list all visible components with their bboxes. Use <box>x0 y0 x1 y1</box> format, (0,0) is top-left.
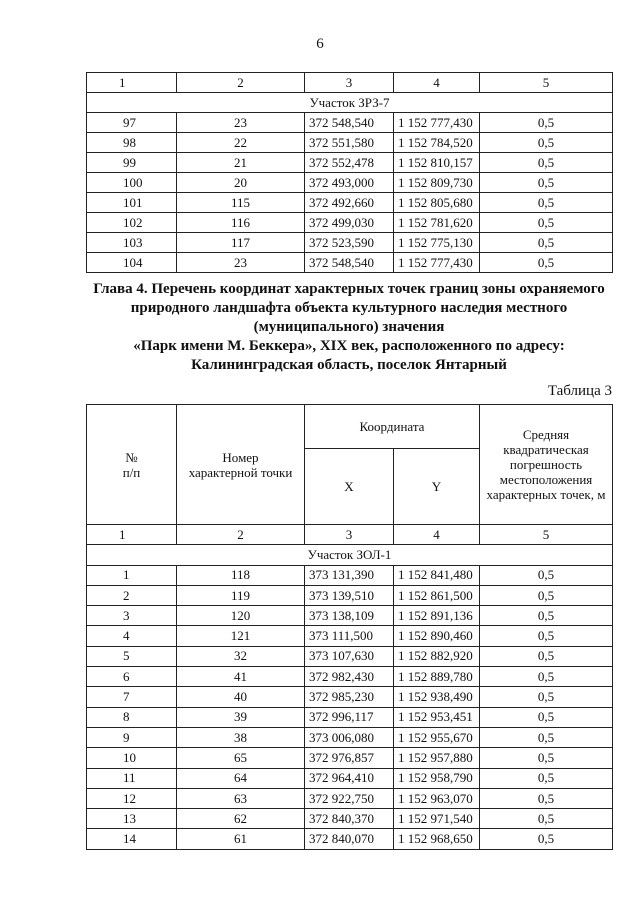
table-row <box>87 809 613 829</box>
table-row <box>87 748 613 768</box>
table-cell: 1 152 777,430 <box>394 113 480 133</box>
heading-line: природного ландшафта объекта культурного наследия местного <box>130 300 568 316</box>
section-title: Участок ЗОЛ-1 <box>87 545 613 565</box>
table-cell: 11 <box>87 768 177 788</box>
table-cell: 38 <box>177 727 305 747</box>
table-row <box>87 626 613 646</box>
table-cell: 0,5 <box>480 565 613 585</box>
table-cell: 64 <box>177 768 305 788</box>
table-cell: 121 <box>177 626 305 646</box>
table-cell: 1 152 963,070 <box>394 788 480 808</box>
table-cell: 372 499,030 <box>305 213 394 233</box>
heading-line: (муниципального) значения <box>253 319 445 335</box>
table-cell: 99 <box>87 153 177 173</box>
table-cell: 21 <box>177 153 305 173</box>
table-cell: 0,5 <box>480 626 613 646</box>
table-row <box>87 829 613 849</box>
table-cell: 120 <box>177 606 305 626</box>
table-cell: 2 <box>87 585 177 605</box>
table-cell: 22 <box>177 133 305 153</box>
column-number: 2 <box>177 525 305 545</box>
table-row <box>87 173 613 193</box>
table-cell: 7 <box>87 687 177 707</box>
heading-line: Глава 4. Перечень координат характерных точек границ зоны охраняемого <box>93 281 605 297</box>
table-cell: 372 523,590 <box>305 233 394 253</box>
table-cell: 372 964,410 <box>305 768 394 788</box>
table-cell: 1 152 957,880 <box>394 748 480 768</box>
column-number: 2 <box>177 73 305 93</box>
table-row <box>87 213 613 233</box>
table-caption: Таблица 3 <box>547 383 612 399</box>
table-cell: 9 <box>87 727 177 747</box>
table-row <box>87 113 613 133</box>
table-cell: 373 006,080 <box>305 727 394 747</box>
table-cell: 1 152 938,490 <box>394 687 480 707</box>
table-cell: 1 <box>87 565 177 585</box>
table-cell: 116 <box>177 213 305 233</box>
table-cell: 65 <box>177 748 305 768</box>
table-cell: 1 152 889,780 <box>394 667 480 687</box>
section-title: Участок ЗРЗ-7 <box>87 93 613 113</box>
table-cell: 372 548,540 <box>305 253 394 273</box>
table-cell: 0,5 <box>480 788 613 808</box>
table-cell: 40 <box>177 687 305 707</box>
table-cell: 0,5 <box>480 707 613 727</box>
table-cell: 1 152 841,480 <box>394 565 480 585</box>
table-cell: 0,5 <box>480 193 613 213</box>
table-cell: 98 <box>87 133 177 153</box>
table-cell: 0,5 <box>480 768 613 788</box>
column-number: 1 <box>87 525 177 545</box>
table-cell: 104 <box>87 253 177 273</box>
column-number-row <box>87 73 613 93</box>
table-row <box>87 253 613 273</box>
table-row <box>87 667 613 687</box>
column-number: 3 <box>305 73 394 93</box>
column-number: 1 <box>87 73 177 93</box>
table-cell: 63 <box>177 788 305 808</box>
header-point-number-text: Номер характерной точки <box>188 449 293 480</box>
table-cell: 372 985,230 <box>305 687 394 707</box>
table-cell: 23 <box>177 253 305 273</box>
table-cell: 1 152 882,920 <box>394 646 480 666</box>
table-cell: 0,5 <box>480 173 613 193</box>
table-cell: 117 <box>177 233 305 253</box>
table-cell: 1 152 971,540 <box>394 809 480 829</box>
table-cell: 0,5 <box>480 585 613 605</box>
table-cell: 0,5 <box>480 727 613 747</box>
table-cell: 0,5 <box>480 606 613 626</box>
coordinates-table-bottom <box>86 404 613 850</box>
table-cell: 373 131,390 <box>305 565 394 585</box>
section-row <box>87 545 613 565</box>
table-row <box>87 233 613 253</box>
table-cell: 373 111,500 <box>305 626 394 646</box>
table-cell: 0,5 <box>480 646 613 666</box>
table-cell: 1 152 955,670 <box>394 727 480 747</box>
page-number: 6 <box>316 36 324 52</box>
section-row <box>87 93 613 113</box>
column-number: 4 <box>394 525 480 545</box>
table-cell: 118 <box>177 565 305 585</box>
table-cell: 101 <box>87 193 177 213</box>
table-cell: 372 493,000 <box>305 173 394 193</box>
table-cell: 1 152 810,157 <box>394 153 480 173</box>
table-cell: 1 152 953,451 <box>394 707 480 727</box>
column-number: 5 <box>480 73 613 93</box>
table-cell: 373 138,109 <box>305 606 394 626</box>
table-cell: 62 <box>177 809 305 829</box>
table-cell: 20 <box>177 173 305 193</box>
table-row <box>87 153 613 173</box>
table-row <box>87 727 613 747</box>
table-cell: 14 <box>87 829 177 849</box>
table-cell: 23 <box>177 113 305 133</box>
table-row <box>87 687 613 707</box>
table-cell: 1 152 781,620 <box>394 213 480 233</box>
table-cell: 41 <box>177 667 305 687</box>
table-cell: 1 152 777,430 <box>394 253 480 273</box>
table-cell: 1 152 891,136 <box>394 606 480 626</box>
table-cell: 0,5 <box>480 133 613 153</box>
table-cell: 373 107,630 <box>305 646 394 666</box>
table-cell: 1 152 890,460 <box>394 626 480 646</box>
table-cell: 1 152 775,130 <box>394 233 480 253</box>
column-number: 5 <box>480 525 613 545</box>
table-cell: 0,5 <box>480 667 613 687</box>
table-cell: 372 840,070 <box>305 829 394 849</box>
table-cell: 100 <box>87 173 177 193</box>
table-cell: 372 976,857 <box>305 748 394 768</box>
header-error: Средняя квадратическая погрешность местоположения характерных точек, м <box>480 405 613 525</box>
table-cell: 372 840,370 <box>305 809 394 829</box>
table-row <box>87 133 613 153</box>
table-cell: 3 <box>87 606 177 626</box>
column-number: 4 <box>394 73 480 93</box>
column-number: 3 <box>305 525 394 545</box>
header-y: Y <box>394 449 480 525</box>
table-cell: 61 <box>177 829 305 849</box>
table-cell: 39 <box>177 707 305 727</box>
table-cell: 1 152 809,730 <box>394 173 480 193</box>
table-cell: 0,5 <box>480 153 613 173</box>
table-row <box>87 788 613 808</box>
table-cell: 372 922,750 <box>305 788 394 808</box>
table-cell: 5 <box>87 646 177 666</box>
table-cell: 13 <box>87 809 177 829</box>
table-cell: 372 982,430 <box>305 667 394 687</box>
table-cell: 372 552,478 <box>305 153 394 173</box>
heading-line: Калининградская область, поселок Янтарный <box>191 357 507 373</box>
table-row <box>87 585 613 605</box>
table-row <box>87 768 613 788</box>
coordinates-table-top <box>86 72 613 273</box>
table-cell: 0,5 <box>480 233 613 253</box>
table-row <box>87 193 613 213</box>
table-cell: 0,5 <box>480 213 613 233</box>
table-cell: 8 <box>87 707 177 727</box>
table-cell: 103 <box>87 233 177 253</box>
table-cell: 115 <box>177 193 305 213</box>
header-coordinate: Координата <box>305 405 480 449</box>
header-x: X <box>305 449 394 525</box>
table-cell: 1 152 861,500 <box>394 585 480 605</box>
table-cell: 372 492,660 <box>305 193 394 213</box>
column-number-row <box>87 525 613 545</box>
table-cell: 0,5 <box>480 687 613 707</box>
table-cell: 12 <box>87 788 177 808</box>
table-cell: 1 152 805,680 <box>394 193 480 213</box>
header-row <box>87 405 613 449</box>
header-number <box>87 405 177 525</box>
table-cell: 0,5 <box>480 829 613 849</box>
table-row <box>87 707 613 727</box>
header-point-number <box>177 405 305 525</box>
table-cell: 1 152 968,650 <box>394 829 480 849</box>
table-cell: 1 152 784,520 <box>394 133 480 153</box>
chapter-heading <box>86 280 612 375</box>
table-cell: 6 <box>87 667 177 687</box>
table-row <box>87 646 613 666</box>
table-cell: 102 <box>87 213 177 233</box>
table-cell: 373 139,510 <box>305 585 394 605</box>
table-row <box>87 565 613 585</box>
table-cell: 119 <box>177 585 305 605</box>
table-cell: 0,5 <box>480 748 613 768</box>
table-cell: 97 <box>87 113 177 133</box>
table-cell: 372 996,117 <box>305 707 394 727</box>
table-cell: 10 <box>87 748 177 768</box>
table-cell: 372 548,540 <box>305 113 394 133</box>
header-number-text: № п/п <box>122 449 141 480</box>
table-cell: 0,5 <box>480 253 613 273</box>
table-cell: 0,5 <box>480 809 613 829</box>
table-row <box>87 606 613 626</box>
table-cell: 4 <box>87 626 177 646</box>
table-cell: 32 <box>177 646 305 666</box>
table-cell: 1 152 958,790 <box>394 768 480 788</box>
heading-line: «Парк имени М. Беккера», XIX век, расположенного по адресу: <box>133 338 565 354</box>
table-cell: 372 551,580 <box>305 133 394 153</box>
table-cell: 0,5 <box>480 113 613 133</box>
